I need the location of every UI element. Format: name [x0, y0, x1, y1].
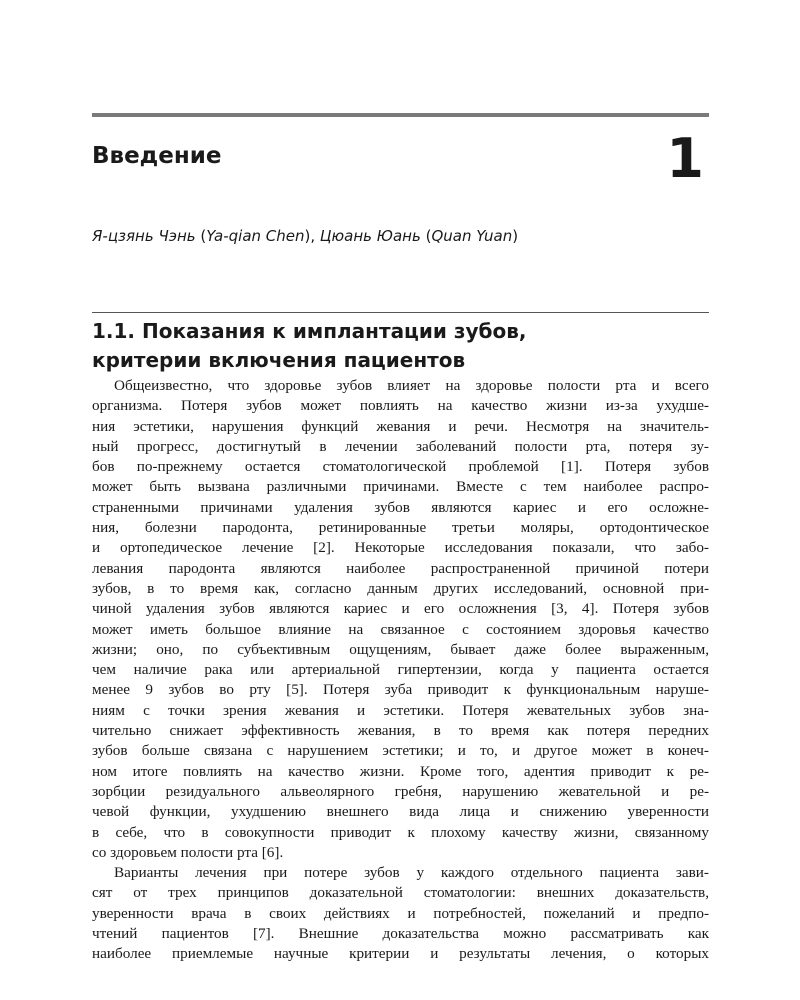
- author-2-ru: Цюань Юань: [319, 227, 421, 245]
- text-line: бов по-прежнему остается стоматологической проблемой [1]. Потеря зубов: [92, 458, 709, 476]
- text-line: со здоровьем полости рта [6].: [92, 843, 284, 861]
- paragraph: [92, 376, 709, 863]
- text-line: ния эстетики, нарушения функций жевания и речи. Несмотря на значитель-: [92, 417, 709, 435]
- top-rule: [92, 113, 709, 117]
- author-2-en: Quan Yuan: [431, 227, 513, 245]
- section-title: [92, 317, 709, 375]
- text-line: Общеизвестно, что здоровье зубов влияет на здоровье полости рта и всего: [114, 377, 709, 394]
- text-line: зубов больше связана с нарушением эстетики; и то, и другое может в конеч-: [92, 742, 709, 760]
- text-line: Варианты лечения при потере зубов у каждого отдельного пациента зави-: [114, 864, 709, 882]
- section-title-line-2: критерии включения пациентов: [92, 348, 466, 372]
- text-line: ниям с точки зрения жевания и эстетики. Потеря жевательных зубов зна-: [92, 701, 709, 719]
- text-line: может иметь большое влияние на связанное с состоянием здоровья качество: [92, 620, 709, 638]
- text-line: может быть вызвана различными причинами. Вместе с тем наиболее распро-: [92, 478, 709, 496]
- text-line: сят от трех принципов доказательной стоматологии: внешних доказательств,: [92, 884, 709, 902]
- text-line: левания пародонта являются наиболее распространенной причиной потери: [92, 559, 709, 577]
- section-title-line-1: 1.1. Показания к имплантации зубов,: [92, 319, 527, 343]
- text-line: чевой функции, ухудшению внешнего вида лица и снижению уверенности: [92, 803, 709, 821]
- text-line: в себе, что в совокупности приводит к плохому качеству жизни, связанному: [92, 823, 709, 841]
- chapter-number: 1: [666, 127, 704, 190]
- text-line: зорбции резидуального альвеолярного гребня, нарушению жевательной и ре-: [92, 782, 709, 800]
- authors-line: Я-цзянь Чэнь (Ya-qian Chen), Цюань Юань (Quan Yuan): [92, 227, 519, 245]
- text-line: страненными причинами удаления зубов являются кариес и его осложне-: [92, 498, 709, 516]
- author-1-ru: Я-цзянь Чэнь: [92, 227, 196, 245]
- text-line: чем наличие рака или артериальной гипертензии, когда у пациента остается: [92, 661, 709, 679]
- paragraph: [92, 863, 709, 964]
- text-line: менее 9 зубов во рту [5]. Потеря зуба приводит к функциональным наруше-: [92, 681, 709, 699]
- body-text: [92, 376, 709, 965]
- text-line: жизни; оно, по субъективным ощущениям, бывает даже более выраженным,: [92, 640, 709, 658]
- text-line: ном итоге повлиять на качество жизни. Кроме того, адентия приводит к ре-: [92, 762, 709, 780]
- text-line: зубов, в то время как, согласно данным других исследований, основной при-: [92, 579, 709, 597]
- text-line: и ортопедическое лечение [2]. Некоторые исследования показали, что забо-: [92, 539, 709, 557]
- chapter-title: Введение: [92, 143, 222, 169]
- text-line: организма. Потеря зубов может повлиять на качество жизни из-за ухудше-: [92, 397, 709, 415]
- text-line: чиной удаления зубов являются кариес и его осложнения [3, 4]. Потеря зубов: [92, 600, 709, 618]
- text-line: чтений пациентов [7]. Внешние доказательства можно рассматривать как: [92, 925, 709, 943]
- text-line: ния, болезни пародонта, ретинированные третьи моляры, ортодонтическое: [92, 519, 709, 537]
- section-rule: [92, 312, 709, 313]
- text-line: чительно снижает эффективность жевания, в то время как потеря передних: [92, 722, 709, 740]
- text-line: ный прогресс, достигнутый в лечении заболеваний полости рта, потеря зу-: [92, 437, 709, 455]
- author-1-en: Ya-qian Chen: [206, 227, 305, 245]
- text-line: уверенности врача в своих действиях и потребностей, пожеланий и предпо-: [92, 904, 709, 922]
- text-line: наиболее приемлемые научные критерии и результаты лечения, о которых: [92, 945, 709, 963]
